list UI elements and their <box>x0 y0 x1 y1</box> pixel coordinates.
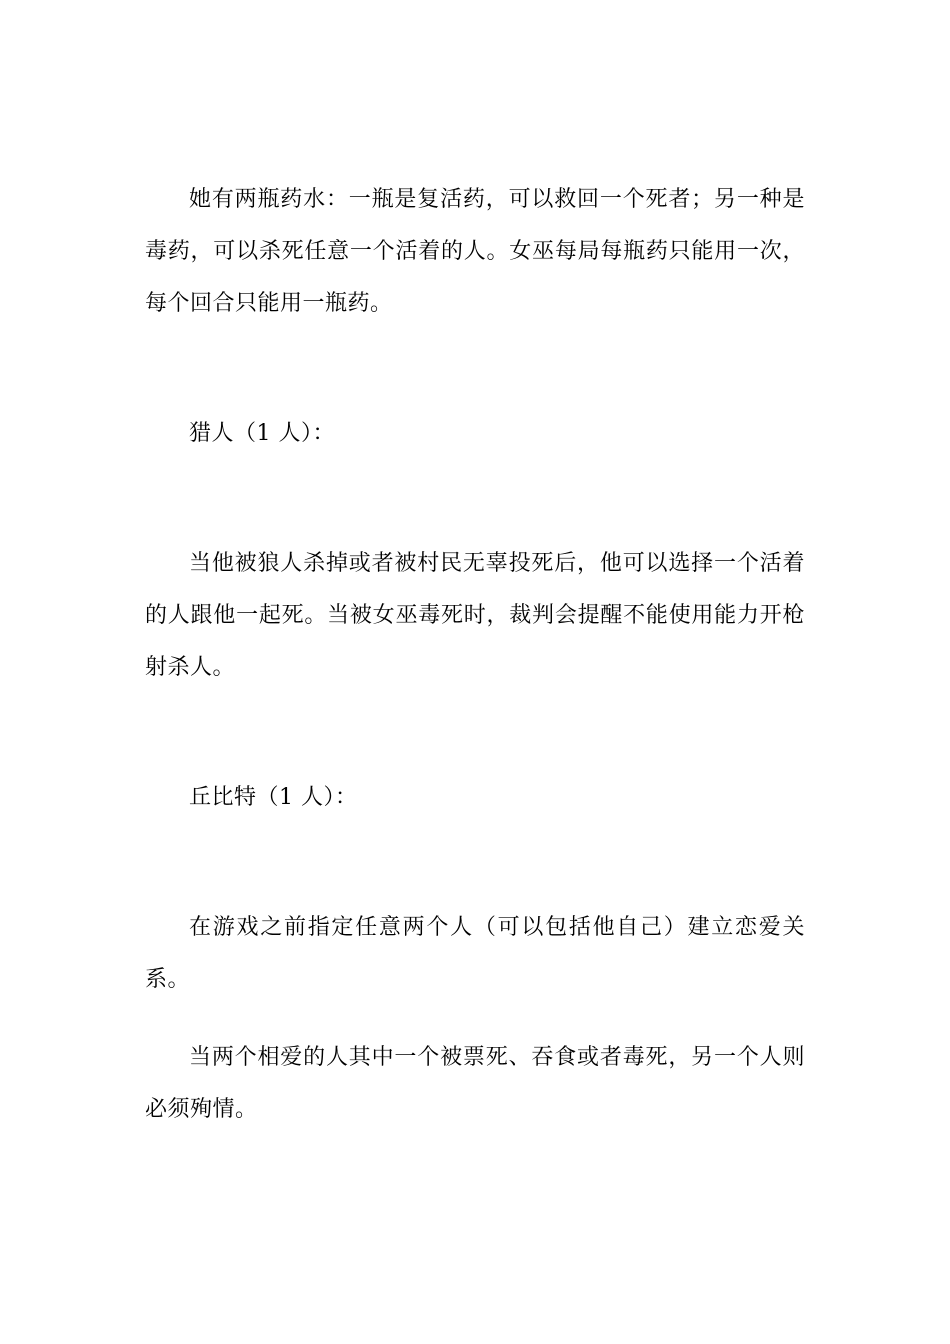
paragraph-lovers-rule: 当两个相爱的人其中一个被票死、吞食或者毒死，另一个人则必须殉情。 <box>145 1045 805 1122</box>
paragraph-witch-potions: 她有两瓶药水：一瓶是复活药，可以救回一个死者；另一种是毒药，可以杀死任意一个活着的人。女巫每局每瓶药只能用一次，每个回合只能用一瓶药。 <box>145 187 805 316</box>
paragraph-cupid-ability: 在游戏之前指定任意两个人（可以包括他自己）建立恋爱关系。 <box>145 915 805 992</box>
heading-cupid: 丘比特（1 人）： <box>189 785 358 810</box>
heading-hunter: 猎人（1 人）： <box>189 421 335 446</box>
paragraph-hunter-ability: 当他被狼人杀掉或者被村民无辜投死后，他可以选择一个活着的人跟他一起死。当被女巫毒死时，裁判会提醒不能使用能力开枪射杀人。 <box>145 551 805 680</box>
